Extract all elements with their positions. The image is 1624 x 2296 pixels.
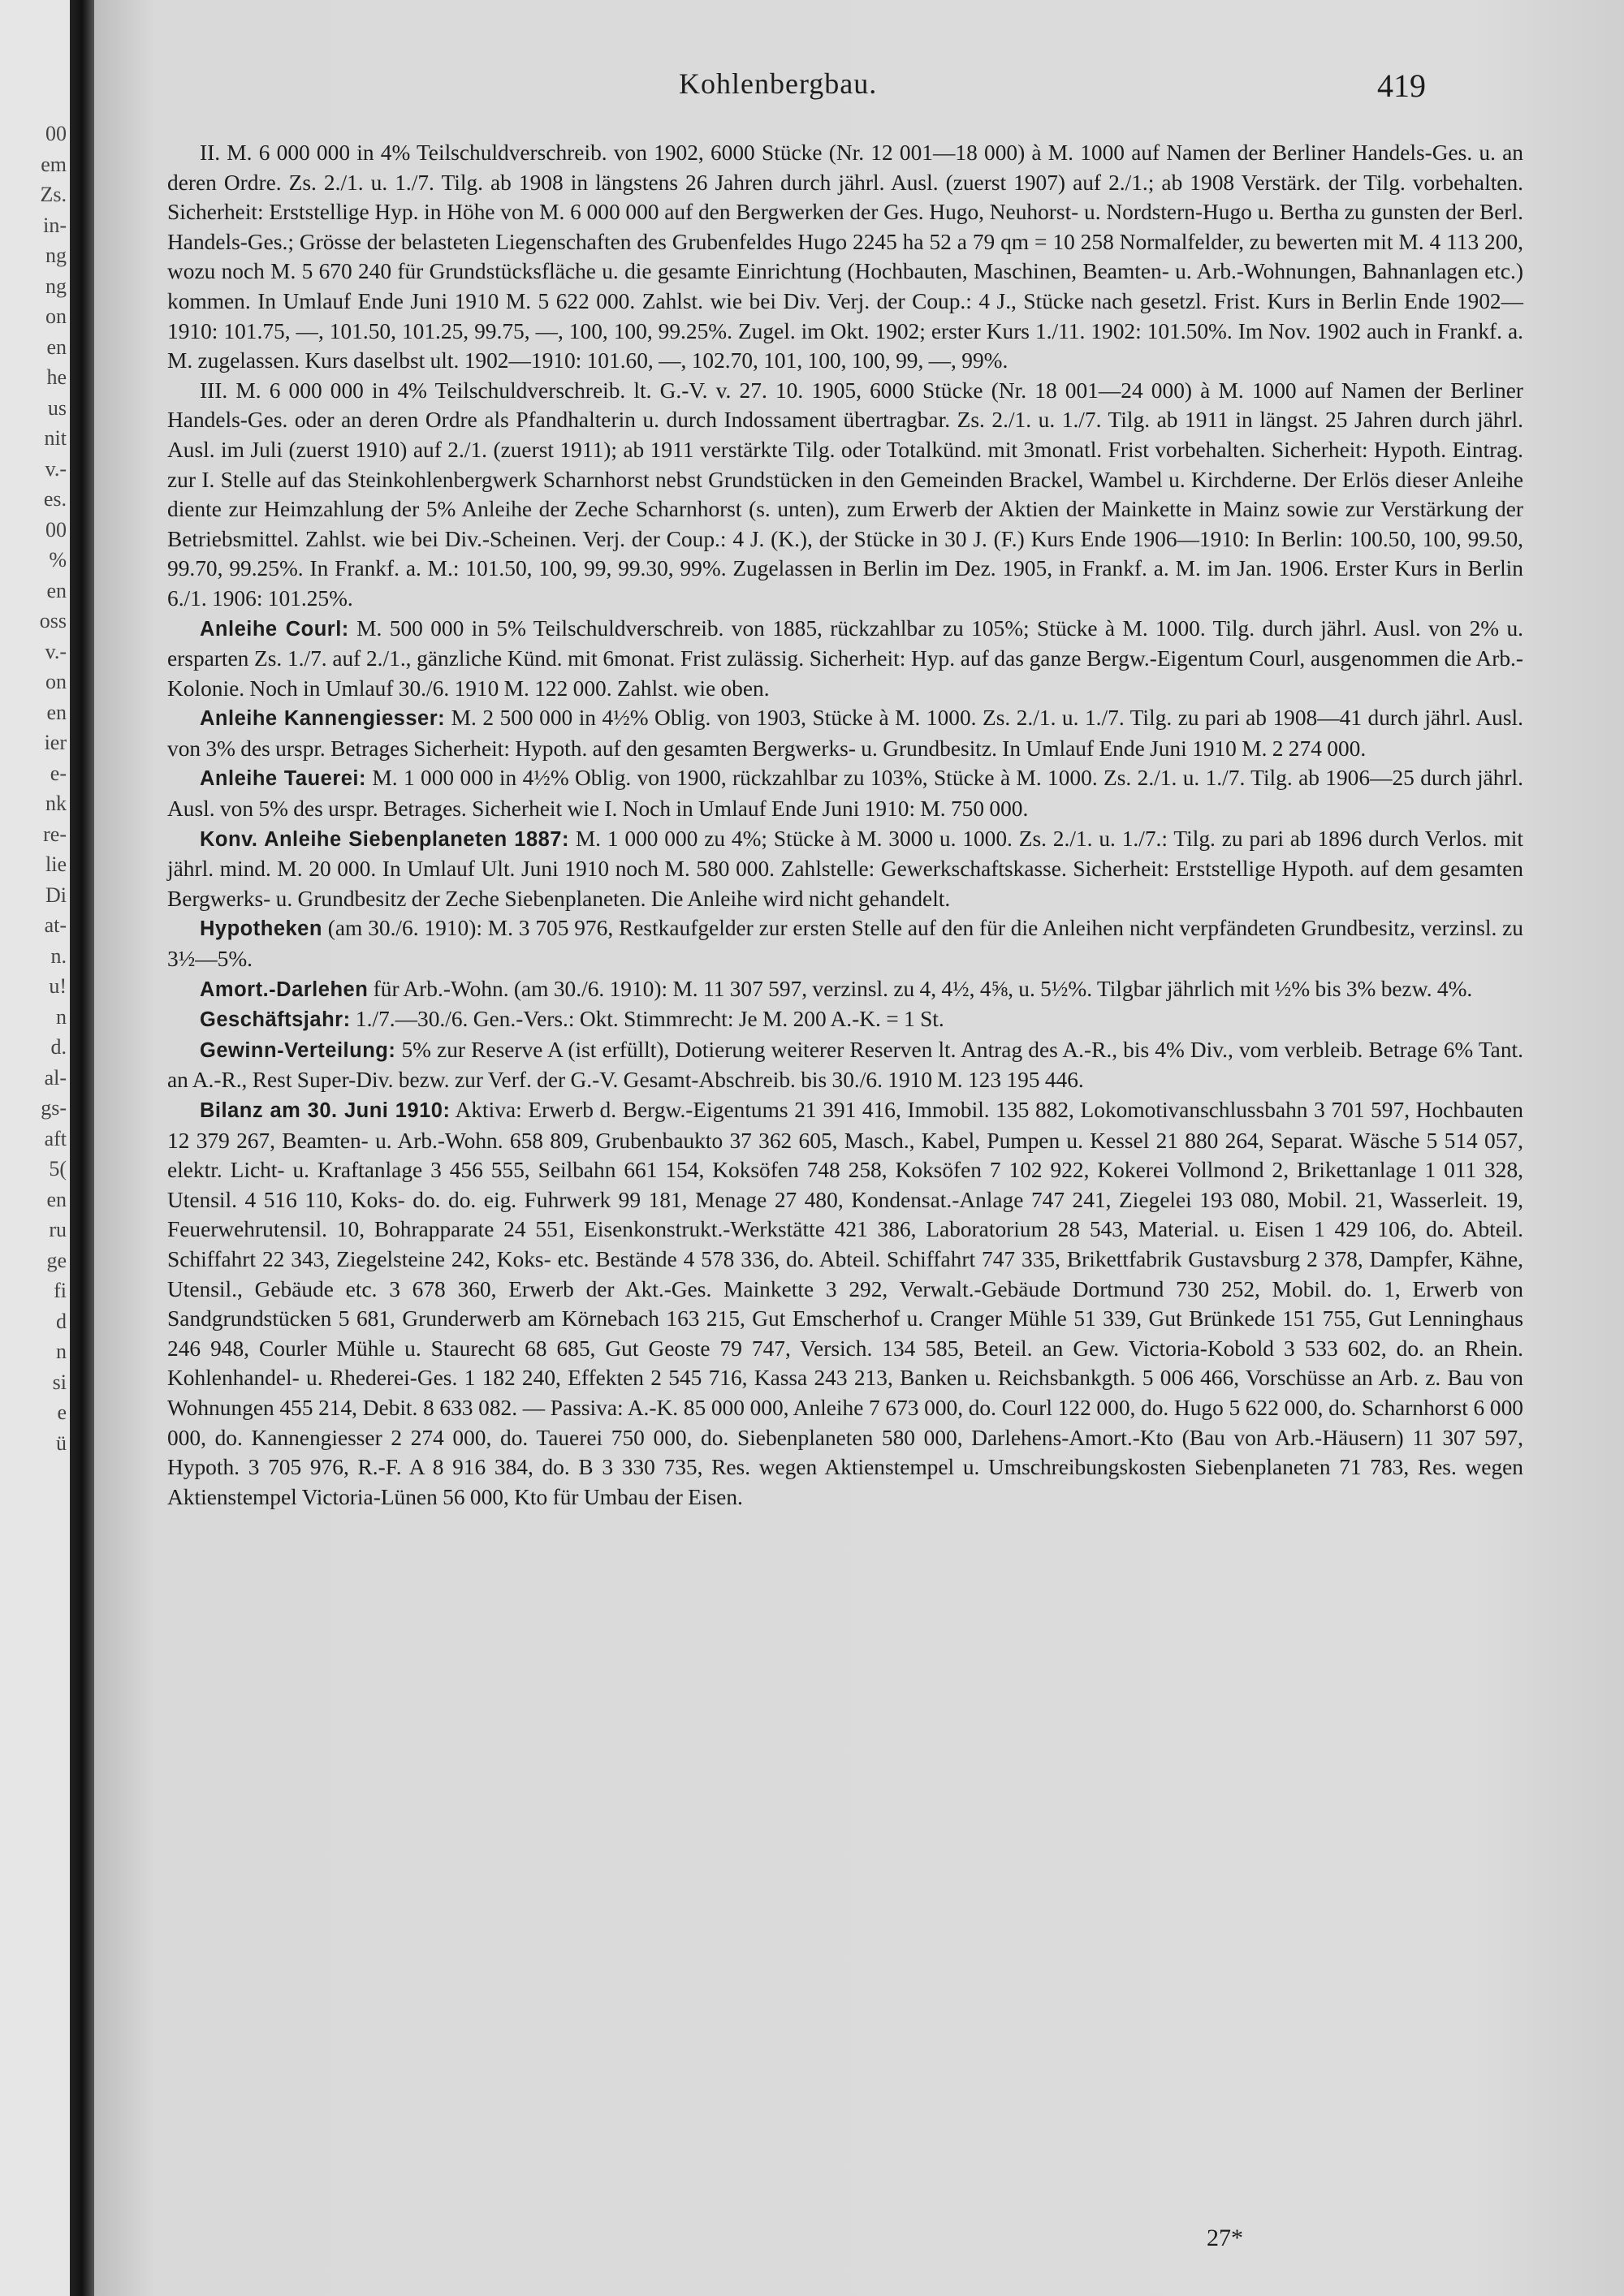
left-page-fragment: es. [43, 487, 67, 511]
paragraph [167, 974, 1523, 1005]
left-page-fragment: en [46, 700, 67, 724]
paragraph [167, 913, 1523, 973]
left-page-fragment: us [47, 395, 67, 420]
left-page-fragment: 00 [45, 517, 67, 542]
left-page-fragment: e- [50, 761, 67, 785]
left-page-fragment: nit [44, 426, 67, 450]
left-page-fragment: Zs. [40, 183, 67, 206]
page-number: 419 [1377, 67, 1426, 104]
paragraph-heading: Bilanz am 30. Juni 1910: [200, 1099, 451, 1122]
paragraph [167, 376, 1523, 614]
left-page-fragment: ng [45, 274, 67, 298]
left-page-fragment: d. [50, 1035, 67, 1059]
paragraph-text: M. 2 500 000 in 4½% Oblig. von 1903, Stücke à M. 1000. Zs. 2./1. u. 1./7. Tilg. zu pari ab 1908—41 durch jährl. Ausl. von 3% des urspr. Betrages Sicherheit: Hypoth. auf den gesamten Bergwerks- u. Grundbesitz. In Umlauf Ende Juni 1910 M. 2 274 000. [167, 706, 1523, 761]
paragraph-heading: Hypotheken [200, 917, 322, 941]
book-page [94, 0, 1624, 2296]
book-gutter [70, 0, 94, 2296]
left-page-fragment: on [45, 304, 67, 328]
left-page-fragment: lie [45, 852, 67, 876]
left-page-fragment: ru [49, 1218, 67, 1241]
paragraph [167, 763, 1523, 823]
left-page-fragment: fi [54, 1279, 67, 1302]
paragraph-heading: Konv. Anleihe Siebenplaneten 1887: [200, 827, 569, 851]
left-page-fragment: v.- [45, 639, 67, 663]
left-page-fragment: ng [45, 244, 67, 267]
left-page-fragment: d [56, 1309, 67, 1333]
left-page-fragment: nk [45, 792, 67, 815]
left-page-fragment: si [52, 1370, 67, 1394]
left-page-fragment: u! [49, 974, 67, 998]
left-page-fragment: 00 [45, 122, 67, 145]
left-page-fragment: en [46, 578, 67, 602]
left-page-fragment: 5( [49, 1157, 67, 1180]
paragraph-text: 5% zur Reserve A (ist erfüllt), Dotierung weiterer Reserven lt. Antrag des A.-R., bis 4% Div., vom verbleib. Betrage 6% Tant. an A.-R., Rest Super-Div. bezw. zur Verf. der G.-V. Gesamt-Abschreib. bis 30./6. 1910 M. 123 195 446. [167, 1037, 1523, 1093]
left-page-fragment: en [46, 334, 67, 359]
paragraph-text: (am 30./6. 1910): M. 3 705 976, Restkaufgelder zur ersten Stelle auf den für die Anleihen nicht verpfändeten Grundbesitz, verzinsl. zu 3½—5%. [167, 916, 1523, 972]
paragraph-text: II. M. 6 000 000 in 4% Teilschuldverschreib. von 1902, 6000 Stücke (Nr. 12 001—18 000) à M. 1000 auf Namen der Berliner Handels-Ges. u. an deren Ordre. Zs. 2./1. u. 1./7. Tilg. ab 1908 in längstens 26 Jahren durch jährl. Ausl. (zuerst 1907) auf 2./1.; ab 1908 Verstärk. der Tilg. vorbehalten. Sicherheit: Erststellige Hyp. in Höhe von M. 6 000 000 auf den Bergwerken der Ges. Hugo, Neuhorst- u. Nordstern-Hugo u. Bertha zu gunsten der Berl. Handels-Ges.; Grösse der belasteten Liegenschaften des Grubenfeldes Hugo 2245 ha 52 a 79 qm = 10 258 Normalfelder, zu bewerten mit M. 4 113 200, wozu noch M. 5 670 240 für Grundstücksfläche u. die gesamte Einrichtung (Hochbauten, Maschinen, Beamten- u. Arb.-Wohnungen, Bahnanlagen etc.) kommen. In Umlauf Ende Juni 1910 M. 5 622 000. Zahlst. wie bei Div. Verj. der Coup.: 4 J., Stücke nach gesetzl. Frist. Kurs in Berlin Ende 1902—1910: 101.75, —, 101.50, 101.25, 99.75, —, 100, 100, 99.25%. Zugel. im Okt. 1902; erster Kurs 1./11. 1902: 101.50%. Im Nov. 1902 auch in Frankf. a. M. zugelassen. Kurs daselbst ult. 1902—1910: 101.60, —, 102.70, 101, 100, 100, 99, —, 99%. [167, 140, 1523, 373]
left-page-fragment: v.- [45, 456, 67, 481]
paragraph-text: M. 500 000 in 5% Teilschuldverschreib. von 1885, rückzahlbar zu 105%; Stücke à M. 1000. Tilg. durch jährl. Ausl. von 2% u. ersparten Zs. 1./7. auf 2./1., gänzliche Künd. mit 6monat. Frist zulässig. Sicherheit: Hyp. auf das ganze Bergw.-Eigentum Courl, ausgenommen die Arb.-Kolonie. Noch in Umlauf 30./6. 1910 M. 122 000. Zahlst. wie oben. [167, 615, 1523, 701]
left-page-fragment: aft [44, 1126, 67, 1150]
adjacent-page-edge [0, 0, 70, 2296]
paragraph [167, 1004, 1523, 1035]
left-page-fragment: ü [56, 1431, 67, 1455]
left-page-fragment: ier [44, 731, 67, 754]
left-page-fragment: en [46, 1187, 67, 1211]
left-page-fragment: n. [50, 943, 67, 968]
page-header [94, 67, 1624, 107]
paragraph-text: M. 1 000 000 in 4½% Oblig. von 1900, rückzahlbar zu 103%, Stücke à M. 1000. Zs. 2./1. u. 1./7. Tilg. ab 1906—25 durch jährl. Ausl. von 5% des urspr. Betrages. Sicherheit wie I. Noch in Umlauf Ende Juni 1910: M. 750 000. [167, 766, 1523, 822]
left-page-fragment: oss [39, 609, 67, 632]
left-page-fragment: gs- [41, 1096, 67, 1120]
paragraph-heading: Anleihe Tauerei: [200, 767, 367, 791]
paragraph-text: III. M. 6 000 000 in 4% Teilschuldverschreib. lt. G.-V. v. 27. 10. 1905, 6000 Stücke (Nr. 18 001—24 000) à M. 1000 auf Namen der Berliner Handels-Ges. oder an deren Ordre als Pfandhalterin u. durch Indossament übertragbar. Zs. 2./1. u. 1./7. Tilg. ab 1911 in längst. 25 Jahren durch jährl. Ausl. im Juli (zuerst 1910) auf 2./1. (zuerst 1911); ab 1911 verstärkte Tilg. oder Totalkünd. mit 3monatl. Frist vorbehalten. Sicherheit: Hypoth. Eintrag. zur I. Stelle auf das Steinkohlenbergwerk Scharnhorst nebst Grundstücken in den Gemeinden Brackel, Wambel u. Kirchderne. Der Erlös dieser Anleihe diente zur Heimzahlung der 5% Anleihe der Zeche Scharnhorst (s. unten), zum Erwerb der Aktien der Mainkette in Mainz sowie zur Verstärkung der Betriebsmittel. Zahlst. wie bei Div.-Scheinen. Verj. der Coup.: 4 J. (K.), der Stücke in 30 J. (F.) Kurs Ende 1906—1910: In Berlin: 100.50, 100, 99.50, 99.70, 99.25%. In Frankf. a. M.: 101.50, 100, 99, 99.30, 99%. Zugelassen in Berlin im Dez. 1905, in Frankf. a. M. im Jan. 1906. Erster Kurs in Berlin 6./1. 1906: 101.25%. [167, 378, 1523, 611]
body-text [167, 138, 1523, 1512]
left-page-fragment: ge [46, 1248, 67, 1272]
left-page-fragment: e [57, 1400, 67, 1424]
paragraph [167, 703, 1523, 763]
left-page-fragment: % [49, 548, 67, 572]
left-page-fragment: in- [43, 213, 67, 237]
paragraph-heading: Geschäftsjahr: [200, 1008, 351, 1032]
printer-signature: 27* [1207, 2225, 1243, 2251]
paragraph-text: 1./7.—30./6. Gen.-Vers.: Okt. Stimmrecht: Je M. 200 A.-K. = 1 St. [350, 1007, 944, 1032]
paragraph-text: Aktiva: Erwerb d. Bergw.-Eigentums 21 391 416, Immobil. 135 882, Lokomotivanschlussbahn 3 701 597, Hochbauten 12 379 267, Beamten- u. Arb.-Wohn. 658 809, Grubenbaukto 37 362 605, Masch., Kabel, Pumpen u. Kessel 21 880 264, Separat. Wäsche 5 514 057, elektr. Licht- u. Kraftanlage 3 456 555, Seilbahn 661 154, Koksöfen 748 258, Koksöfen 7 102 922, Kokerei Vollmond 2, Brikettanlage 1 011 328, Utensil. 4 516 110, Koks- do. do. eig. Fuhrwerk 99 181, Menage 27 480, Kondensat.-Anlage 747 241, Ziegelei 193 080, Mobil. 21, Wasserleit. 19, Feuerwehrutensil. 10, Bohrapparate 24 551, Eisenkonstrukt.-Werkstätte 421 386, Laboratorium 28 543, Material. u. Eisen 1 429 106, do. Abteil. Schiffahrt 22 343, Ziegelsteine 242, Koks- etc. Bestände 4 578 336, do. Abteil. Schiffahrt 747 335, Brikettfabrik Gustavsburg 2 378, Dampfer, Kähne, Utensil., Gebäude etc. 3 678 360, Erwerb der Akt.-Ges. Mainkette 3 292, Verwalt.-Gebäude Dortmund 730 252, Mobil. do. 1, Erwerb von Sandgrundstücken 5 681, Grunderwerb am Körnebach 163 215, Gut Emscherhof u. Cranger Mühle 51 339, Gut Brünkede 151 755, Gut Lenninghaus 246 948, Courler Mühle u. Staurecht 68 685, Gut Geoste 79 747, Versich. 134 585, Beteil. an Gew. Victoria-Kobold 3 533 602, do. an Rhein. Kohlenhandel- u. Rhederei-Ges. 1 182 240, Effekten 2 545 716, Kassa 243 213, Banken u. Reichsbankgth. 5 006 466, Vorschüsse an Arb. z. Bau von Wohnungen 455 214, Debit. 8 633 082. — Passiva: A.-K. 85 000 000, Anleihe 7 673 000, do. Courl 122 000, do. Hugo 5 622 000, do. Scharnhorst 6 000 000, do. Kannengiesser 2 274 000, do. Tauerei 750 000, do. Siebenplaneten 580 000, Darlehens-Amort.-Kto (Bau von Arb.-Häusern) 11 307 597, Hypoth. 3 705 976, R.-F. A 8 916 384, do. B 3 330 735, Res. wegen Aktienstempel u. Umschreibungskosten Siebenplaneten 71 783, Res. wegen Aktienstempel Victoria-Lünen 56 000, Kto für Umbau der Eisen. [167, 1098, 1524, 1509]
paragraph-text: M. 1 000 000 zu 4%; Stücke à M. 3000 u. 1000. Zs. 2./1. u. 1./7.: Tilg. zu pari ab 1896 durch Verlos. mit jährl. mind. M. 20 000. In Umlauf Ult. Juni 1910 noch M. 580 000. Zahlstelle: Gewerkschaftskasse. Sicherheit: Erststellige Hypoth. auf dem gesamten Bergwerks- u. Grundbesitz der Zeche Siebenplaneten. Die Anleihe wird nicht gehandelt. [167, 826, 1523, 911]
paragraph-heading: Amort.-Darlehen [200, 978, 369, 1001]
left-page-fragment: re- [43, 822, 67, 846]
running-title: Kohlenbergbau. [679, 67, 878, 100]
paragraph-heading: Anleihe Courl: [200, 617, 349, 641]
paragraph [167, 1035, 1523, 1095]
paragraph [167, 824, 1523, 914]
left-page-fragment: at- [44, 913, 67, 937]
left-page-fragment: on [45, 670, 67, 693]
paragraph [167, 138, 1523, 376]
left-page-fragment: n [56, 1340, 67, 1363]
left-page-fragment: Di [45, 883, 67, 907]
left-page-fragment: al- [44, 1065, 67, 1090]
paragraph-text: für Arb.-Wohn. (am 30./6. 1910): M. 11 307 597, verzinsl. zu 4, 4½, 4⅝, u. 5½%. Tilgbar jährlich mit ½% bis 3% bezw. 4%. [368, 976, 1473, 1001]
paragraph [167, 614, 1523, 704]
paragraph-heading: Anleihe Kannengiesser: [200, 707, 446, 731]
paragraph-heading: Gewinn-Verteilung: [200, 1038, 396, 1062]
left-page-fragment: n [56, 1004, 67, 1029]
paragraph [167, 1095, 1523, 1512]
left-page-fragment: em [41, 152, 67, 176]
left-page-fragment: he [46, 365, 67, 389]
